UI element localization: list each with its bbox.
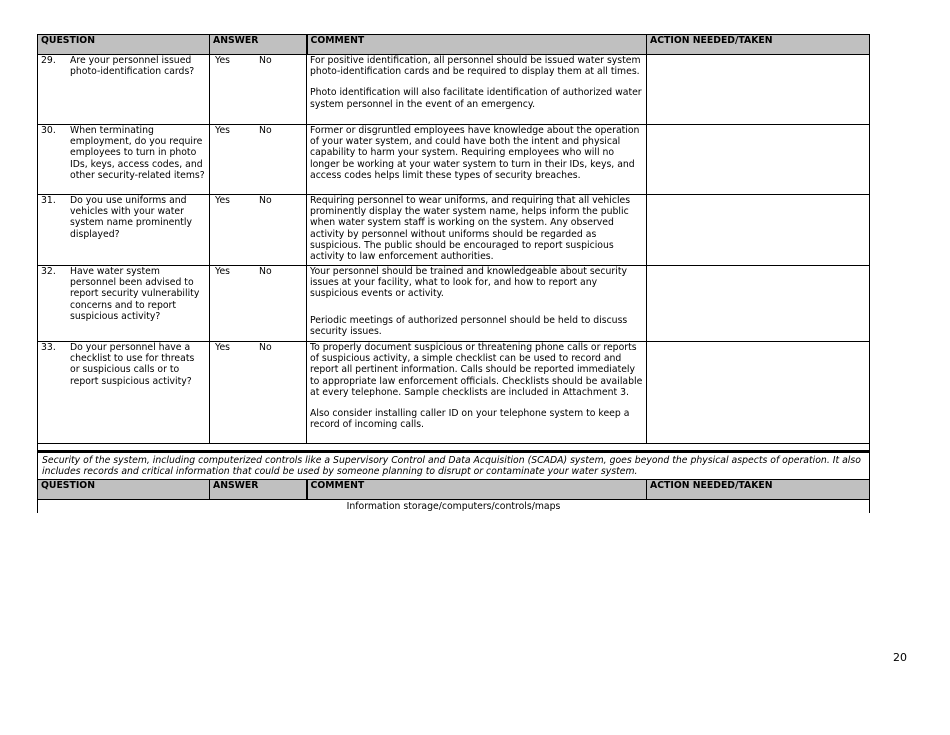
- question-row-33: [38, 342, 870, 444]
- question-cell: [38, 195, 210, 266]
- section-title: Information storage/computers/controls/maps: [38, 500, 870, 513]
- answer-cell: [210, 266, 307, 342]
- question-column-header: QUESTION: [38, 480, 210, 500]
- action-cell[interactable]: [647, 342, 870, 444]
- question-cell: [38, 55, 210, 125]
- answer-cell: [210, 55, 307, 125]
- scada-note: Security of the system, including computerized controls like a Supervisory Control and Data Acquisition (SCADA) system, goes beyond the physical aspects of operation. It also includes records and critical information that could be used by someone planning to disrupt or contaminate your water system.: [38, 452, 870, 480]
- comment-cell: [307, 195, 647, 266]
- comment-paragraph: Your personnel should be trained and knowledgeable about security issues at your facility, what to look for, and how to report any suspicious events or activity.: [310, 266, 627, 300]
- question-number: 29.: [41, 55, 56, 66]
- section-title-row: [38, 500, 870, 513]
- question-column-header: QUESTION: [38, 35, 210, 55]
- question-cell: [38, 266, 210, 342]
- answer-column-header: ANSWER: [210, 35, 307, 55]
- yes-option[interactable]: Yes: [215, 342, 231, 353]
- question-row-29: [38, 55, 870, 125]
- comment-column-header: COMMENT: [307, 480, 647, 500]
- question-row-32: [38, 266, 870, 342]
- spacer-row: [38, 444, 870, 452]
- question-row-30: [38, 125, 870, 195]
- yes-option[interactable]: Yes: [215, 125, 231, 136]
- yes-option[interactable]: Yes: [215, 266, 231, 277]
- yes-option[interactable]: Yes: [215, 55, 231, 66]
- question-text: Do your personnel have a checklist to use for threats or suspicious calls or to report suspicious activity?: [70, 342, 195, 387]
- answer-cell: [210, 342, 307, 444]
- comment-cell: [307, 266, 647, 342]
- comment-paragraph: Periodic meetings of authorized personnel should be held to discuss security issues.: [310, 314, 628, 337]
- comment-cell: [307, 125, 647, 195]
- question-number: 31.: [41, 195, 56, 206]
- comment-paragraph: Also consider installing caller ID on your telephone system to keep a record of incoming calls.: [310, 408, 630, 431]
- question-cell: [38, 342, 210, 444]
- question-cell: [38, 125, 210, 195]
- comment-column-header: COMMENT: [307, 35, 647, 55]
- comment-paragraph: Requiring personnel to wear uniforms, and requiring that all vehicles prominently display the water system name, helps inform the public when water system staff is working on the system. Any observed activity by personnel without uniforms should be regarded as suspicious. The public should be encouraged to report suspicious activity to law enforcement authorities.: [310, 195, 631, 263]
- table-header-row-2: [38, 480, 870, 500]
- no-option[interactable]: No: [259, 342, 272, 353]
- action-cell[interactable]: [647, 266, 870, 342]
- question-text: When terminating employment, do you require employees to turn in photo IDs, keys, access codes, and other security-related items?: [70, 125, 205, 181]
- question-number: 30.: [41, 125, 56, 136]
- action-cell[interactable]: [647, 125, 870, 195]
- answer-cell: [210, 195, 307, 266]
- question-number: 32.: [41, 266, 56, 277]
- no-option[interactable]: No: [259, 125, 272, 136]
- no-option[interactable]: No: [259, 195, 272, 206]
- no-option[interactable]: No: [259, 266, 272, 277]
- comment-cell: [307, 342, 647, 444]
- page-number: 20: [893, 651, 907, 664]
- action-cell[interactable]: [647, 195, 870, 266]
- table-header-row: [38, 35, 870, 55]
- no-option[interactable]: No: [259, 55, 272, 66]
- action-column-header: ACTION NEEDED/TAKEN: [647, 35, 870, 55]
- comment-cell: [307, 55, 647, 125]
- answer-cell: [210, 125, 307, 195]
- yes-option[interactable]: Yes: [215, 195, 231, 206]
- security-questionnaire-table: [37, 34, 870, 513]
- question-text: Are your personnel issued photo-identification cards?: [70, 55, 195, 78]
- comment-paragraph: Photo identification will also facilitate identification of authorized water system personnel in the event of an emergency.: [310, 87, 642, 110]
- action-cell[interactable]: [647, 55, 870, 125]
- answer-column-header: ANSWER: [210, 480, 307, 500]
- action-column-header: ACTION NEEDED/TAKEN: [647, 480, 870, 500]
- question-text: Have water system personnel been advised to report security vulnerability concerns and to report suspicious activity?: [70, 266, 200, 322]
- comment-paragraph: To properly document suspicious or threatening phone calls or reports of suspicious activity, a simple checklist can be used to record and report all pertinent information. Calls should be reported immediately to appropriate law enforcement officials. Checklists should be available at every telephone. Sample checklists are included in Attachment 3.: [310, 342, 643, 398]
- comment-paragraph: Former or disgruntled employees have knowledge about the operation of your water system, and could have both the intent and physical capability to harm your system. Requiring employees who will no longer be working at your water system to turn in their IDs, keys, and access codes helps limit these types of security breaches.: [310, 125, 640, 181]
- question-number: 33.: [41, 342, 56, 353]
- note-row: [38, 452, 870, 480]
- question-text: Do you use uniforms and vehicles with your water system name prominently displayed?: [70, 195, 192, 240]
- comment-paragraph: For positive identification, all personnel should be issued water system photo-identification cards and be required to display them at all times.: [310, 55, 641, 78]
- question-row-31: [38, 195, 870, 266]
